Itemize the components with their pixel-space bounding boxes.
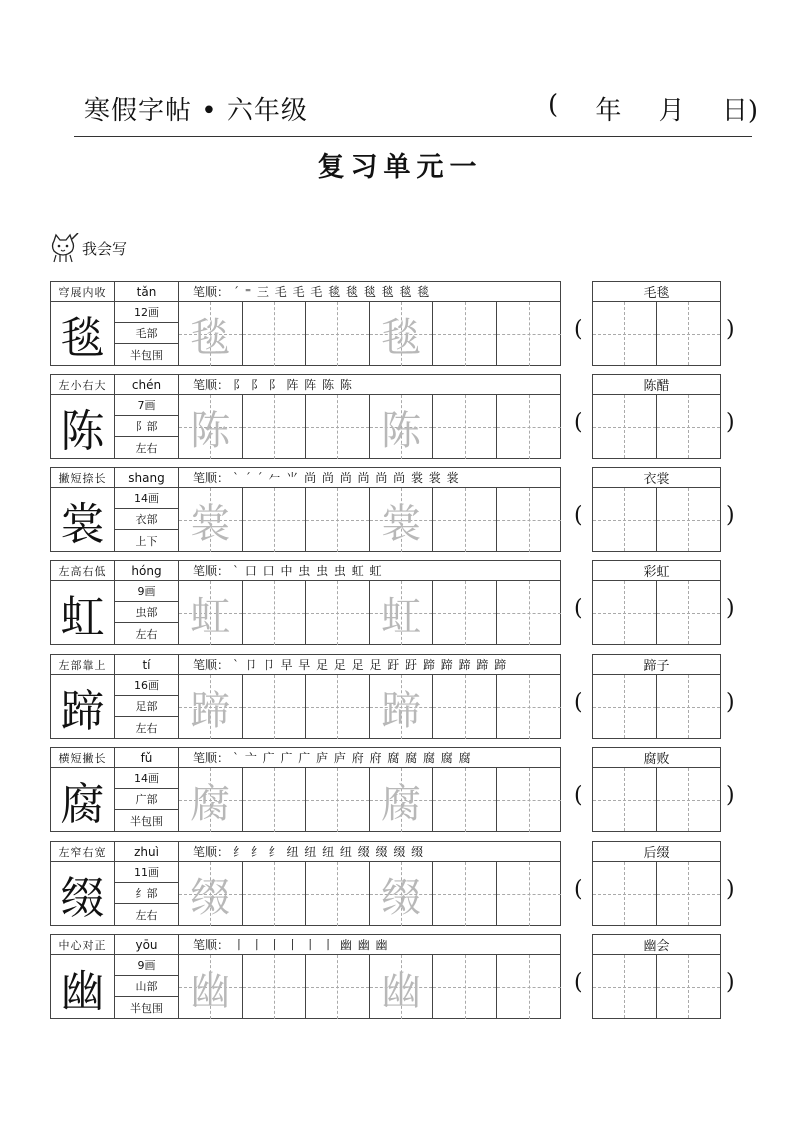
word-grid — [593, 768, 720, 831]
trace-character: 虹 — [190, 593, 231, 640]
practice-grid — [179, 395, 561, 459]
word-writing-cell[interactable] — [657, 581, 721, 644]
word-writing-cell[interactable] — [593, 675, 657, 738]
close-paren: ) — [726, 690, 735, 715]
writing-cell[interactable] — [433, 955, 497, 1019]
writing-cell[interactable] — [243, 955, 307, 1019]
word-card — [592, 654, 721, 739]
structure-type: 左右 — [115, 717, 179, 738]
writing-cell[interactable] — [433, 768, 497, 832]
writing-cell[interactable] — [179, 862, 243, 926]
word-writing-cell[interactable] — [593, 488, 657, 551]
unit-title: 复习单元一 — [317, 152, 483, 183]
trace-character: 缀 — [190, 874, 231, 921]
word-card — [592, 467, 721, 552]
radical: 阝部 — [115, 416, 179, 437]
practice-row — [50, 374, 750, 459]
stroke-sequence: 阝 阝 阝 阵 阵 陈 陈 — [233, 378, 353, 392]
word-writing-cell[interactable] — [657, 395, 721, 458]
stroke-sequence: ˋ ˊ ˊ 𠂉 ⺌ 尚 尚 尚 尚 尚 尚 裳 裳 裳 — [233, 471, 460, 485]
radical: 虫部 — [115, 602, 179, 623]
writing-cell[interactable] — [370, 862, 434, 926]
writing-cell[interactable] — [497, 395, 561, 459]
writing-cell[interactable] — [306, 302, 370, 366]
writing-cell[interactable] — [497, 862, 561, 926]
writing-cell[interactable] — [497, 675, 561, 739]
model-character: 幽 — [51, 955, 115, 1018]
practice-grid — [179, 302, 561, 366]
word-writing-cell[interactable] — [657, 302, 721, 365]
model-character: 陈 — [51, 395, 115, 458]
stroke-order-label: 笔顺： — [193, 285, 230, 299]
stroke-order — [179, 282, 560, 302]
model-character: 虹 — [51, 581, 115, 644]
practice-grid — [179, 955, 561, 1019]
header-divider — [74, 136, 752, 137]
writing-cell[interactable] — [433, 862, 497, 926]
stroke-order — [179, 375, 560, 395]
stroke-order — [179, 842, 560, 862]
writing-cell[interactable] — [306, 955, 370, 1019]
open-paren: ( — [574, 970, 583, 995]
word-writing-cell[interactable] — [593, 862, 657, 925]
practice-row — [50, 560, 750, 645]
structure-type: 半包围 — [115, 997, 179, 1018]
stroke-count: 9画 — [115, 581, 179, 602]
word-label: 蹄子 — [593, 655, 720, 675]
word-label: 陈醋 — [593, 375, 720, 395]
structure-tip: 横短撇长 — [51, 748, 115, 768]
writing-cell[interactable] — [306, 675, 370, 739]
word-writing-cell[interactable] — [593, 581, 657, 644]
structure-tip: 撇短捺长 — [51, 468, 115, 488]
writing-cell[interactable] — [433, 581, 497, 645]
writing-cell[interactable] — [306, 488, 370, 552]
word-writing-cell[interactable] — [593, 955, 657, 1018]
writing-cell[interactable] — [497, 768, 561, 832]
open-paren: ( — [574, 690, 583, 715]
writing-cell[interactable] — [497, 488, 561, 552]
stroke-count: 16画 — [115, 675, 179, 696]
stroke-order — [179, 561, 560, 581]
stroke-order-label: 笔顺： — [193, 938, 230, 952]
radical: 足部 — [115, 696, 179, 717]
character-card — [50, 841, 561, 926]
word-grid — [593, 488, 720, 551]
word-label: 毛毯 — [593, 282, 720, 302]
writing-cell[interactable] — [433, 675, 497, 739]
trace-character: 裳 — [190, 500, 231, 547]
close-paren: ) — [726, 317, 735, 342]
word-label: 腐败 — [593, 748, 720, 768]
stroke-count: 9画 — [115, 955, 179, 976]
word-writing-cell[interactable] — [657, 488, 721, 551]
word-grid — [593, 395, 720, 458]
stroke-sequence: ´ ⁼ 三 毛 毛 毛 毯 毯 毯 毯 毯 毯 — [233, 285, 431, 299]
writing-cell[interactable] — [179, 955, 243, 1019]
writing-cell[interactable] — [370, 302, 434, 366]
practice-grid — [179, 768, 561, 832]
date-day: 日) — [721, 96, 758, 126]
character-card — [50, 374, 561, 459]
word-card — [592, 747, 721, 832]
word-writing-cell[interactable] — [657, 675, 721, 738]
stroke-order — [179, 748, 560, 768]
model-character: 裳 — [51, 488, 115, 551]
writing-cell[interactable] — [433, 395, 497, 459]
stroke-count: 12画 — [115, 302, 179, 323]
character-card — [50, 747, 561, 832]
writing-cell[interactable] — [370, 768, 434, 832]
structure-tip: 左部靠上 — [51, 655, 115, 675]
writing-cell[interactable] — [243, 581, 307, 645]
date-open-paren: ( — [548, 90, 559, 120]
word-card — [592, 281, 721, 366]
trace-character: 陈 — [381, 407, 422, 454]
open-paren: ( — [574, 503, 583, 528]
word-writing-cell[interactable] — [593, 768, 657, 831]
stroke-sequence: 纟 纟 纟 纽 纽 纽 纽 缀 缀 缀 缀 — [233, 845, 425, 859]
pinyin: hóng — [115, 561, 179, 581]
writing-cell[interactable] — [370, 675, 434, 739]
writing-cell[interactable] — [306, 862, 370, 926]
practice-row — [50, 281, 750, 366]
writing-cell[interactable] — [370, 488, 434, 552]
model-character: 缀 — [51, 862, 115, 925]
model-character: 毯 — [51, 302, 115, 365]
stroke-order-label: 笔顺： — [193, 845, 230, 859]
word-grid — [593, 675, 720, 738]
practice-row — [50, 934, 750, 1019]
stroke-order — [179, 935, 560, 955]
workbook-title: 寒假字帖 • 六年级 — [84, 96, 308, 126]
word-label: 幽会 — [593, 935, 720, 955]
structure-type: 左右 — [115, 623, 179, 644]
radical: 毛部 — [115, 323, 179, 344]
date-month: 月 — [658, 96, 685, 126]
trace-character: 腐 — [190, 780, 231, 827]
word-label: 彩虹 — [593, 561, 720, 581]
radical: 纟部 — [115, 883, 179, 904]
section-label-text: 我会写 — [82, 239, 128, 258]
structure-tip: 中心对正 — [51, 935, 115, 955]
character-card — [50, 654, 561, 739]
pinyin: zhuì — [115, 842, 179, 862]
stroke-order-label: 笔顺： — [193, 471, 230, 485]
structure-tip: 左窄右宽 — [51, 842, 115, 862]
word-label: 后缀 — [593, 842, 720, 862]
structure-tip: 左高右低 — [51, 561, 115, 581]
stroke-order-label: 笔顺： — [193, 564, 230, 578]
writing-cell[interactable] — [179, 768, 243, 832]
pinyin: tǎn — [115, 282, 179, 302]
writing-cell[interactable] — [243, 302, 307, 366]
date-year: 年 — [595, 96, 622, 126]
word-card — [592, 841, 721, 926]
trace-character: 毯 — [381, 314, 422, 361]
trace-character: 蹄 — [190, 687, 231, 734]
writing-cell[interactable] — [243, 768, 307, 832]
trace-character: 缀 — [381, 874, 422, 921]
close-paren: ) — [726, 783, 735, 808]
writing-cell[interactable] — [179, 488, 243, 552]
practice-grid — [179, 488, 561, 552]
model-character: 蹄 — [51, 675, 115, 738]
writing-cell[interactable] — [179, 581, 243, 645]
word-writing-cell[interactable] — [657, 862, 721, 925]
stroke-order-label: 笔顺： — [193, 658, 230, 672]
writing-cell[interactable] — [433, 488, 497, 552]
word-writing-cell[interactable] — [657, 955, 721, 1018]
practice-row — [50, 467, 750, 552]
practice-grid — [179, 581, 561, 645]
word-writing-cell[interactable] — [593, 302, 657, 365]
writing-cell[interactable] — [497, 581, 561, 645]
open-paren: ( — [574, 410, 583, 435]
close-paren: ) — [726, 410, 735, 435]
pinyin: tí — [115, 655, 179, 675]
close-paren: ) — [726, 596, 735, 621]
writing-cell[interactable] — [306, 395, 370, 459]
close-paren: ) — [726, 970, 735, 995]
writing-cell[interactable] — [370, 955, 434, 1019]
word-grid — [593, 581, 720, 644]
practice-row — [50, 747, 750, 832]
radical: 山部 — [115, 976, 179, 997]
character-card — [50, 467, 561, 552]
trace-character: 陈 — [190, 407, 231, 454]
character-card — [50, 934, 561, 1019]
structure-type: 左右 — [115, 437, 179, 458]
word-grid — [593, 302, 720, 365]
structure-tip: 左小右大 — [51, 375, 115, 395]
trace-character: 幽 — [190, 967, 231, 1014]
structure-type: 左右 — [115, 904, 179, 925]
stroke-sequence: 丨 丨 丨 丨 丨 丨 幽 幽 幽 — [233, 938, 389, 952]
stroke-count: 14画 — [115, 488, 179, 509]
character-card — [50, 281, 561, 366]
word-writing-cell[interactable] — [657, 768, 721, 831]
writing-cell[interactable] — [497, 955, 561, 1019]
word-grid — [593, 955, 720, 1018]
writing-cell[interactable] — [370, 395, 434, 459]
trace-character: 腐 — [381, 780, 422, 827]
structure-type: 半包围 — [115, 810, 179, 831]
word-label: 衣裳 — [593, 468, 720, 488]
radical: 衣部 — [115, 509, 179, 530]
pinyin: shang — [115, 468, 179, 488]
stroke-order-label: 笔顺： — [193, 751, 230, 765]
trace-character: 虹 — [381, 593, 422, 640]
cat-mascot-icon — [46, 233, 80, 263]
stroke-order — [179, 468, 560, 488]
pinyin: chén — [115, 375, 179, 395]
close-paren: ) — [726, 877, 735, 902]
word-card — [592, 934, 721, 1019]
character-card — [50, 560, 561, 645]
structure-tip: 穹展内收 — [51, 282, 115, 302]
stroke-sequence: ˋ 卩 卩 早 早 足 足 足 足 趶 趶 蹄 蹄 蹄 蹄 蹄 — [233, 658, 508, 672]
word-grid — [593, 862, 720, 925]
section-label — [46, 233, 127, 263]
trace-character: 毯 — [190, 314, 231, 361]
writing-cell[interactable] — [179, 675, 243, 739]
writing-cell[interactable] — [179, 395, 243, 459]
word-card — [592, 374, 721, 459]
close-paren: ) — [726, 503, 735, 528]
structure-type: 上下 — [115, 530, 179, 551]
word-card — [592, 560, 721, 645]
writing-cell[interactable] — [243, 395, 307, 459]
stroke-sequence: ˋ 亠 广 广 广 庐 庐 府 府 腐 腐 腐 腐 腐 — [233, 751, 472, 765]
date-field — [548, 90, 758, 127]
writing-cell[interactable] — [497, 302, 561, 366]
open-paren: ( — [574, 596, 583, 621]
open-paren: ( — [574, 877, 583, 902]
practice-row — [50, 654, 750, 739]
trace-character: 蹄 — [381, 687, 422, 734]
practice-row — [50, 841, 750, 926]
trace-character: 幽 — [381, 967, 422, 1014]
writing-cell[interactable] — [179, 302, 243, 366]
writing-cell[interactable] — [306, 581, 370, 645]
open-paren: ( — [574, 783, 583, 808]
pinyin: fǔ — [115, 748, 179, 768]
stroke-count: 11画 — [115, 862, 179, 883]
writing-cell[interactable] — [306, 768, 370, 832]
word-writing-cell[interactable] — [593, 395, 657, 458]
stroke-count: 14画 — [115, 768, 179, 789]
structure-type: 半包围 — [115, 344, 179, 365]
trace-character: 裳 — [381, 500, 422, 547]
writing-cell[interactable] — [243, 488, 307, 552]
radical: 广部 — [115, 789, 179, 810]
writing-cell[interactable] — [243, 675, 307, 739]
open-paren: ( — [574, 317, 583, 342]
stroke-count: 7画 — [115, 395, 179, 416]
stroke-sequence: ˋ 口 口 中 虫 虫 虫 虹 虹 — [233, 564, 383, 578]
writing-cell[interactable] — [370, 581, 434, 645]
practice-grid — [179, 675, 561, 739]
writing-cell[interactable] — [243, 862, 307, 926]
stroke-order — [179, 655, 560, 675]
pinyin: yōu — [115, 935, 179, 955]
practice-grid — [179, 862, 561, 926]
stroke-order-label: 笔顺： — [193, 378, 230, 392]
writing-cell[interactable] — [433, 302, 497, 366]
model-character: 腐 — [51, 768, 115, 831]
